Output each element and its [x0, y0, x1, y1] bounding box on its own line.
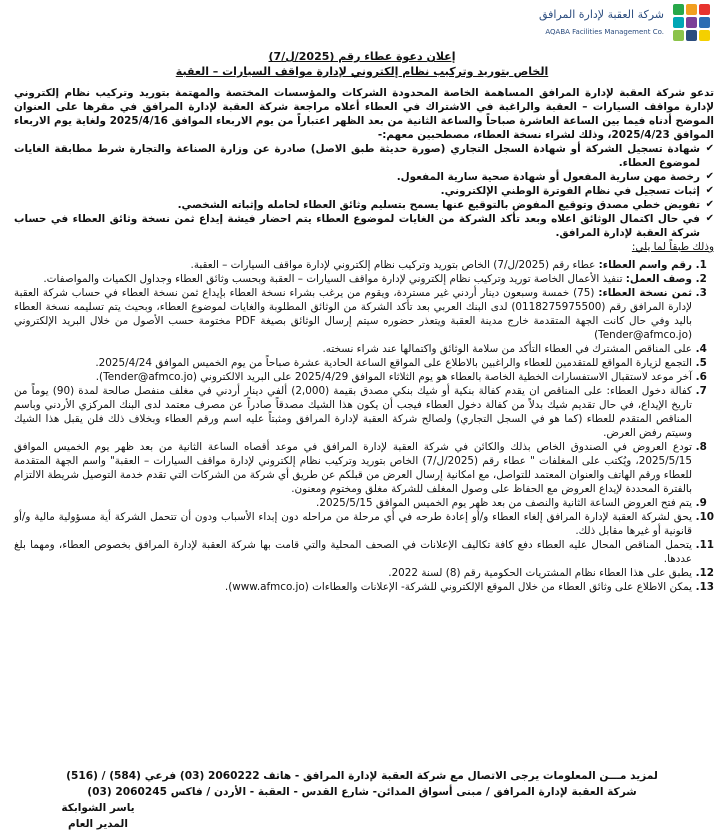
requirement-item: ✔ شهادة تسجيل الشركة أو شهادة السجل التجاري (صورة حديثة طبق الاصل) صادرة عن وزارة الصناعة والتجارة شرط مطابقة الغايات لموضوع العطاء. [14, 142, 714, 170]
requirement-item: ✔ رخصة مهن سارية المفعول أو شهادة صحية سارية المفعول. [14, 170, 714, 184]
term-item [14, 384, 692, 440]
term-text: كفالة دخول العطاء: على المناقص ان يقدم كفالة بنكية أو شيك بنكي مصدق بقيمة (2,000) ألفي دينار أردني في مغلف منفصل صالحة لمدة (90) يوماً من تاريخ الإيداع، في حال تقديم شيك بدلاً من كفالة دخول العطاء فيجب أن يكون هذا الشيك مصدقاً صادراً عن مصرف معتمد لدى البنك المركزي الأردني وباسم المناقص المتقدم للعطاء (كما هو في السجل التجاري) ولصالح شركة العقبة لإدارة المرافق ومثبتاً عليه اسم ورقم العطاء وبخلاف ذلك فلن يقبل هذا الشيك وسيتم رفض العرض. [14, 385, 692, 439]
term-text: تودع العروض في الصندوق الخاص بذلك والكائن في شركة العقبة لإدارة المرافق في موعد أقصاه الساعة الثانية من بعد ظهر يوم الخميس الموافق 2025/5/15، ويُكتب على المغلفات " عطاء رقم (2025/ل/7) الخاص بتوريد وتركيب نظام إلكتروني لإدارة مواقف السيارات – العقبة" واسم الجهة المتقدمة للعطاء ورقم الهاتف والعنوان المعتمد للتواصل، مع امكانية إرسال العرض من قبلكم عن طريق أي شركة من الشركات التي تقدم خدمة التوصيل شريطة الالتزام بالفترة المحددة لإيداع العروض مع الحفاظ على وصول المغلف للشركة مغلق ومختوم ومعنون. [14, 441, 692, 495]
logo-name-arabic: شركة العقبة لإدارة المرافق [538, 8, 664, 21]
term-text: تنفيذ الأعمال الخاصة توريد وتركيب نظام إلكتروني لإدارة مواقف السيارات – العقبة وبحسب وثائق العطاء وجداول الكميات والمواصفات. [43, 273, 626, 285]
terms-intro: وذلك طبقاً لما يلي: [631, 241, 714, 253]
contact-info [0, 768, 724, 800]
term-item [14, 370, 692, 384]
intro-paragraph: تدعو شركة العقبة لإدارة المرافق المساهمة الخاصة المحدودة الشركات والمؤسسات المختصة والمهتمة بتوريد وتركيب نظام إلكتروني لإدارة مواقف السيارات – العقبة والراغبة في الاشتراك في العطاء أعلاه مراجعة شركة العقبة لإدارة المرافق في مقرها على العنوان الموضح أدناه فيما بين الساعة العاشرة صباحاً والساعة الثانية من بعد الظهر اعتباراً من يوم الاربعاء الموافق 2025/4/16 ولغاية يوم الاربعاء الموافق 2025/4/23، وذلك لشراء نسخة العطاء، مصطحبين معهم:- [14, 87, 714, 141]
term-item [14, 496, 692, 510]
term-item [14, 538, 692, 566]
terms-list [14, 258, 714, 594]
term-item [14, 440, 692, 496]
requirements-list [14, 142, 714, 240]
term-text: يمكن الاطلاع على وثائق العطاء من خلال الموقع الإلكتروني للشركة- الإعلانات والعطاءات (www.afmco.jo). [224, 581, 692, 593]
term-text: عطاء رقم (2025/ل/7) الخاص بتوريد وتركيب نظام إلكتروني لإدارة مواقف السيارات – العقبة. [190, 259, 599, 271]
signatory-title: المدير العام [68, 818, 128, 830]
logo-mosaic-icon [670, 4, 710, 42]
signature-block [38, 800, 158, 832]
term-text: يتم فتح العروض الساعة الثانية والنصف من بعد ظهر يوم الخميس الموافق 2025/5/15. [316, 497, 692, 509]
term-text: يحق لشركة العقبة لإدارة المرافق إلغاء العطاء و/أو إعادة طرحه في أي مرحلة من مراحله دون إبداء الأسباب ودون أن تتحمل الشركة أية مسؤولية مالية و/أو قانونية أو غيرها مقابل ذلك. [14, 511, 692, 537]
logo-name-english: AQABA Facilities Management Co. [545, 28, 664, 36]
company-logo [500, 4, 710, 44]
term-item [14, 342, 692, 356]
signatory-name: ياسر الشوابكة [61, 802, 135, 814]
requirement-item: ✔ في حال اكتمال الوثائق اعلاه وبعد تأكد الشركة من الغايات لموضوع العطاء يتم احضار فيشة إيداع ثمن نسخة وثائق العطاء في حساب شركة العقبة لإدارة المرافق. [14, 212, 714, 240]
term-text: يتحمل المناقص المحال عليه العطاء دفع كافة تكاليف الإعلانات في الصحف المحلية والتي قامت بها شركة العقبة لإدارة المرافق بخصوص العطاء، ومهما بلغ عددها. [14, 539, 692, 565]
term-item [14, 510, 692, 538]
term-item [14, 566, 692, 580]
term-text: (75) خمسة وسبعون دينار أردني غير مستردة، ويقوم من يرغب بشراء نسخة العطاء بإيداع ثمن نسخة العطاء في حساب شركة العقبة لإدارة المرافق رقم (0118275975500) لدى البنك العربي بعد تأكد الشركة من الوثائق المطلوبة والغايات لموضوع العطاء، وبحيث يتم تسليمه نسخة العطاء باليد وفي حال كانت الجهة المتقدمة خارج مدينة العقبة ويتعذر حضوره سيتم إرسال الوثائق بصيغة PDF مختومة حسب الأصول من خلال البريد الإلكتروني (Tender@afmco.jo) [14, 287, 692, 341]
term-label: وصف العمل: [625, 273, 692, 285]
term-text: على المناقص المشترك في العطاء التأكد من سلامة الوثائق واكتمالها عند شراء نسخته. [322, 343, 692, 355]
requirement-item: ✔ تفويض خطي مصدق وتوقيع المفوض بالتوقيع عنها يسمح بتسليم وثائق العطاء لحامله وإثباته الشخصي. [14, 198, 714, 212]
term-item [14, 356, 692, 370]
term-label: ثمن نسخة العطاء: [598, 287, 692, 299]
contact-phone-line: لمزيد مـــن المعلومات يرجى الاتصال مع شركة العقبة لإدارة المرافق - هاتف 2060222 (03) فرعي (584) / (516) [66, 770, 658, 782]
requirement-item: ✔ إثبات تسجيل في نظام الفوترة الوطني الإلكتروني. [14, 184, 714, 198]
term-label: رقم واسم العطاء: [598, 259, 692, 271]
announcement-subtitle: الخاص بتوريد وتركيب نظام إلكتروني لإدارة مواقف السيارات – العقبة [175, 65, 549, 78]
term-item [14, 258, 692, 272]
term-item [14, 580, 692, 594]
contact-address-line: شركة العقبة لإدارة المرافق / مبنى أسواق المدائن- شارع القدس - العقبة - الأردن / فاكس 2060245 (03) [87, 786, 637, 798]
term-item [14, 272, 692, 286]
announcement-body [14, 86, 714, 594]
announcement-title: إعلان دعوة عطاء رقم (2025/ل/7) [268, 50, 456, 63]
term-item [14, 286, 692, 342]
term-text: يطبق على هذا العطاء نظام المشتريات الحكومية رقم (8) لسنة 2022. [388, 567, 692, 579]
term-text: آخر موعد لاستقبال الاستفسارات الخطية الخاصة بالعطاء هو يوم الثلاثاء الموافق 2025/4/29 على البريد الالكتروني (Tender@afmco.jo). [95, 371, 692, 383]
term-text: التجمع لزيارة المواقع للمتقدمين للعطاء والراغبين بالاطلاع على المواقع الساعة الحادية عشرة صباحاً من يوم الخميس الموافق 2025/4/24. [95, 357, 692, 369]
